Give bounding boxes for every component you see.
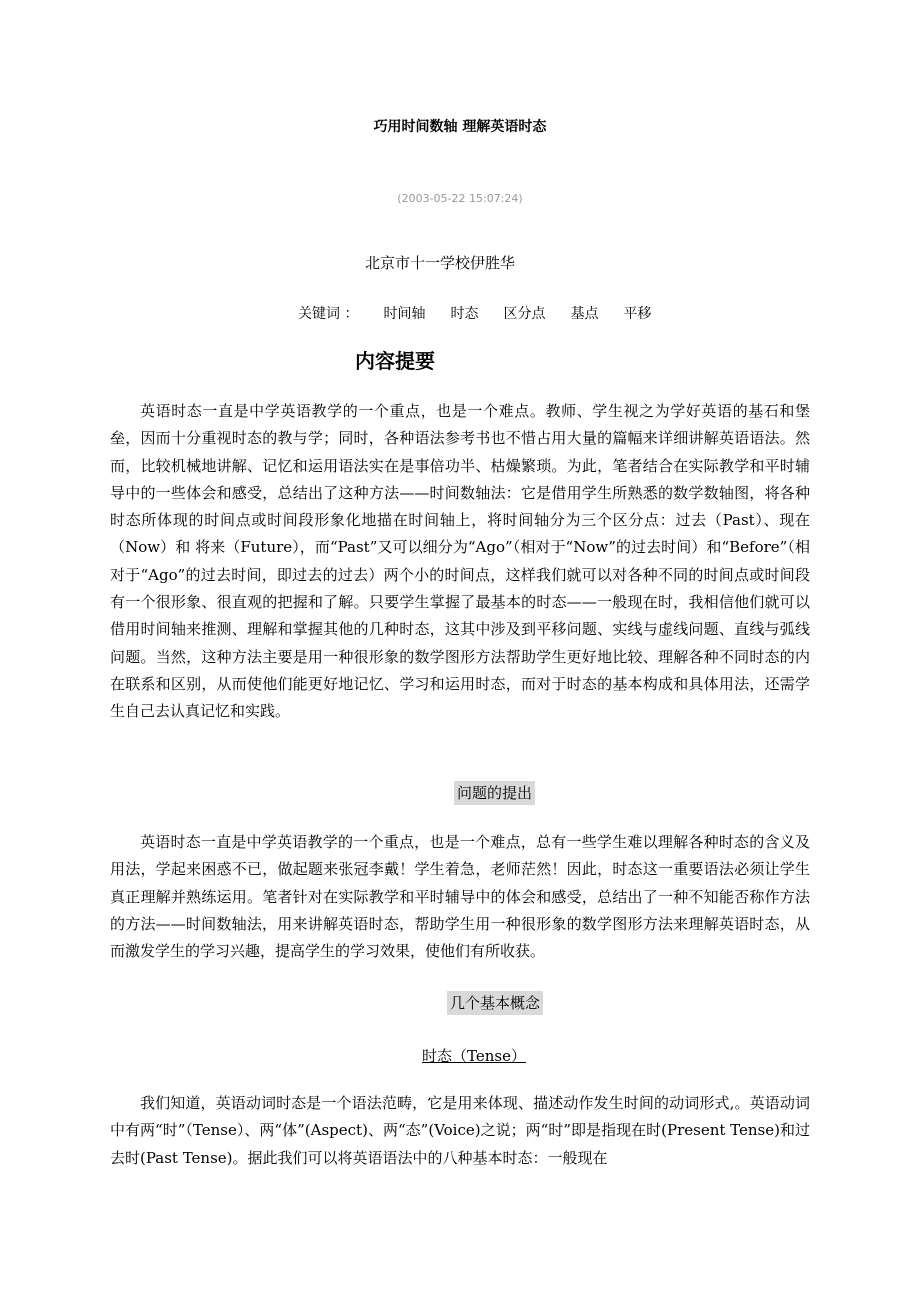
publish-date: (2003-05-22 15:07:24) [397, 192, 523, 205]
keywords-label: 关键词 ： [298, 306, 359, 322]
abstract-heading: 内容提要 [355, 349, 435, 373]
keyword: 时间轴 [383, 306, 426, 322]
concepts-paragraph: 我们知道，英语动词时态是一个语法范畴，它是用来体现、描述动作发生时间的动词形式,。英语动词中有两“时”（Tense）、两“体”(Aspect)、两“态”(Voice)之说；两“时”即是指现在时(Present Tense)和过去时(Past Tense)。据此我们可以将英语语法中的八种基本时态：一般现在 [110, 1094, 810, 1167]
question-paragraph: 英语时态一直是中学英语教学的一个重点，也是一个难点，总有一些学生难以理解各种时态的含义及用法，学起来困惑不已，做起题来张冠李戴！学生着急，老师茫然！因此，时态这一重要语法必须让学生真正理解并熟练运用。笔者针对在实际教学和平时辅导中的体会和感受，总结出了一种不知能否称作方法的方法——时间数轴法，用来讲解英语时态，帮助学生用一种很形象的数学图形方法来理解英语时态，从而激发学生的学习兴趣，提高学生的学习效果，使他们有所收获。 [110, 833, 810, 961]
author-line: 北京市十一学校伊胜华 [364, 254, 515, 272]
keyword: 基点 [570, 306, 599, 322]
keyword: 时态 [450, 306, 479, 322]
keyword: 区分点 [503, 306, 546, 322]
keyword: 平移 [623, 306, 652, 322]
section-heading-question: 问题的提出 [454, 781, 535, 805]
keywords-line [298, 303, 676, 323]
article-title: 巧用时间数轴 理解英语时态 [373, 119, 547, 135]
subheading-tense: 时态（Tense） [422, 1047, 526, 1065]
section-heading-concepts: 几个基本概念 [447, 991, 543, 1015]
abstract-paragraph: 英语时态一直是中学英语教学的一个重点，也是一个难点。教师、学生视之为学好英语的基石和堡垒，因而十分重视时态的教与学；同时，各种语法参考书也不惜占用大量的篇幅来详细讲解英语语法。然而，比较机械地讲解、记忆和运用语法实在是事倍功半、枯燥繁琐。为此，笔者结合在实际教学和平时辅导中的一些体会和感受，总结出了这种方法——时间数轴法：它是借用学生所熟悉的数学数轴图，将各种时态所体现的时间点或时间段形象化地描在时间轴上，将时间轴分为三个区分点：过去（Past）、现在（Now）和 将来（Future），而“Past”又可以细分为“Ago”（相对于“Now”的过去时间）和“Before”（相对于“Ago”的过去时间，即过去的过去）两个小的时间点，这样我们就可以对各种不同的时间点或时间段有一个很形象、很直观的把握和了解。只要学生掌握了最基本的时态——一般现在时，我相信他们就可以借用时间轴来推测、理解和掌握其他的几种时态，这其中涉及到平移问题、实线与虚线问题、直线与弧线问题。当然，这种方法主要是用一种很形象的数学图形方法帮助学生更好地比较、理解各种不同时态的内在联系和区别，从而使他们能更好地记忆、学习和运用时态，而对于时态的基本构成和具体用法，还需学生自己去认真记忆和实践。 [110, 402, 810, 721]
